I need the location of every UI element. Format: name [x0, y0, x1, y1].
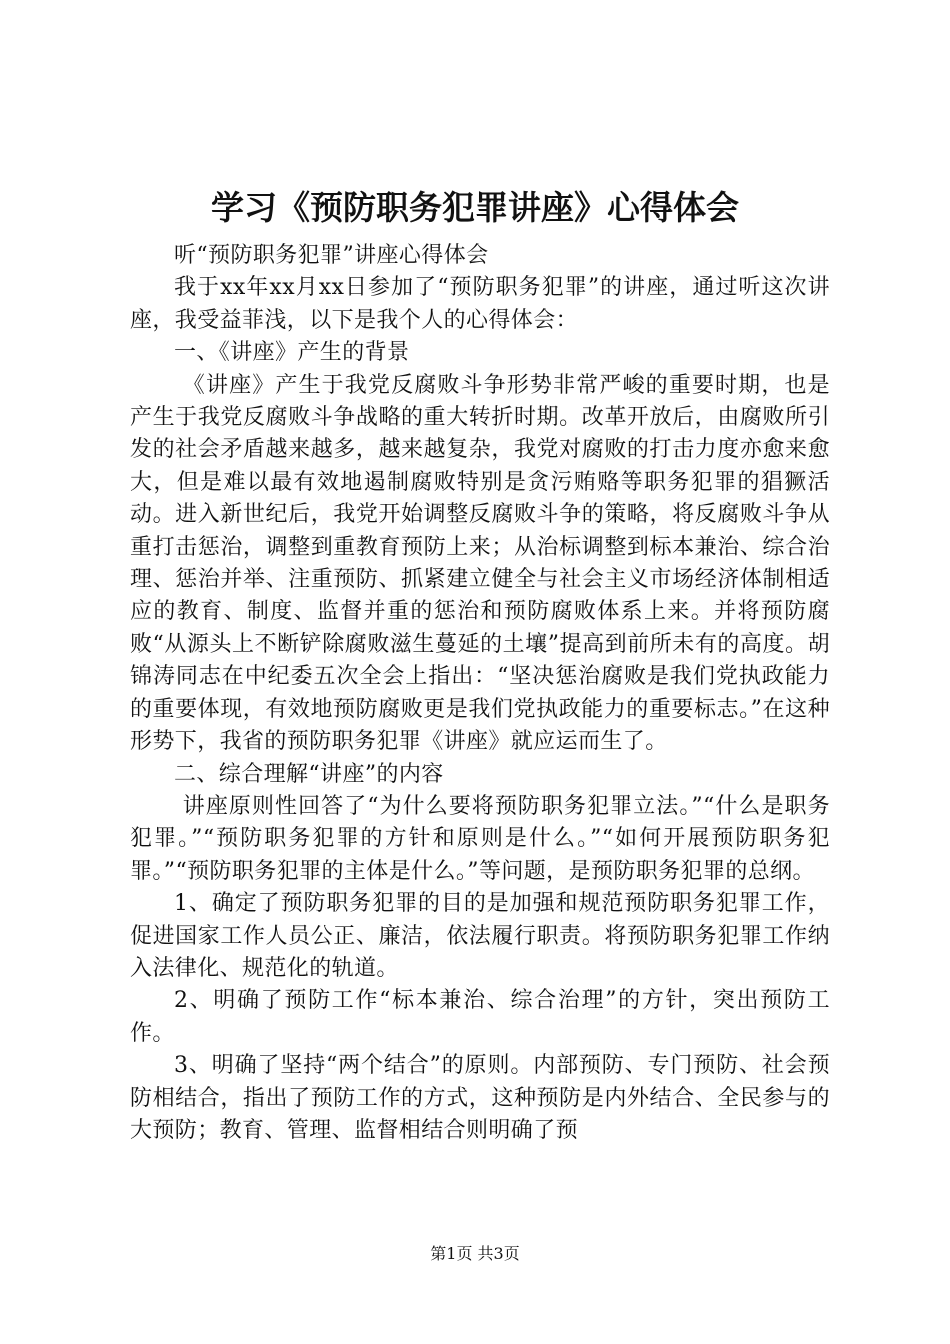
page-footer: 第1页 共3页 — [430, 1244, 520, 1263]
section-heading-content: 二、综合理解“讲座”的内容 — [174, 761, 444, 787]
paragraph-point-3: 3、明确了坚持“两个结合”的原则。内部预防、专门预防、社会预防相结合，指出了预防工作的方式，这种预防是内外结合、全民参与的大预防；教育、管理、监督相结合则明确了预 — [130, 1053, 830, 1143]
document-body — [130, 240, 830, 1147]
paragraph-point-1: 1、确定了预防职务犯罪的目的是加强和规范预防职务犯罪工作，促进国家工作人员公正、廉洁，依法履行职责。将预防职务犯罪工作纳入法律化、规范化的轨道。 — [130, 891, 830, 981]
document-title: 学习《预防职务犯罪讲座》心得体会 — [211, 188, 739, 227]
paragraph-subtitle: 听“预防职务犯罪”讲座心得体会 — [174, 243, 489, 268]
paragraph-point-2: 2、明确了预防工作“标本兼治、综合治理”的方针，突出预防工作。 — [130, 988, 830, 1046]
paragraph-content: 讲座原则性回答了“为什么要将预防职务犯罪立法。”“什么是职务犯罪。”“预防职务犯罪的方针和原则是什么。”“如何开展预防职务犯罪。”“预防职务犯罪的主体是什么。”等问题，是预防职务犯罪的总纲。 — [130, 793, 830, 884]
paragraph-background: 《讲座》产生于我党反腐败斗争形势非常严峻的重要时期，也是产生于我党反腐败斗争战略的重大转折时期。改革开放后，由腐败所引发的社会矛盾越来越多，越来越复杂，我党对腐败的打击力度亦愈来愈大，但是难以最有效地遏制腐败特别是贪污贿赂等职务犯罪的猖獗活动。进入新世纪后，我党开始调整反腐败斗争的策略，将反腐败斗争从重打击惩治，调整到重教育预防上来；从治标调整到标本兼治、综合治理、惩治并举、注重预防、抓紧建立健全与社会主义市场经济体制相适应的教育、制度、监督并重的惩治和预防腐败体系上来。并将预防腐败“从源头上不断铲除腐败滋生蔓延的土壤”提高到前所未有的高度。胡锦涛同志在中纪委五次全会上指出：“坚决惩治腐败是我们党执政能力的重要体现，有效地预防腐败更是我们党执政能力的重要标志。”在这种形势下，我省的预防职务犯罪《讲座》就应运而生了。 — [130, 372, 830, 755]
section-heading-background: 一、《讲座》产生的背景 — [174, 340, 410, 366]
paragraph-intro: 我于xx年xx月xx日参加了“预防职务犯罪”的讲座，通过听这次讲座，我受益菲浅，以下是我个人的心得体会： — [130, 275, 830, 333]
